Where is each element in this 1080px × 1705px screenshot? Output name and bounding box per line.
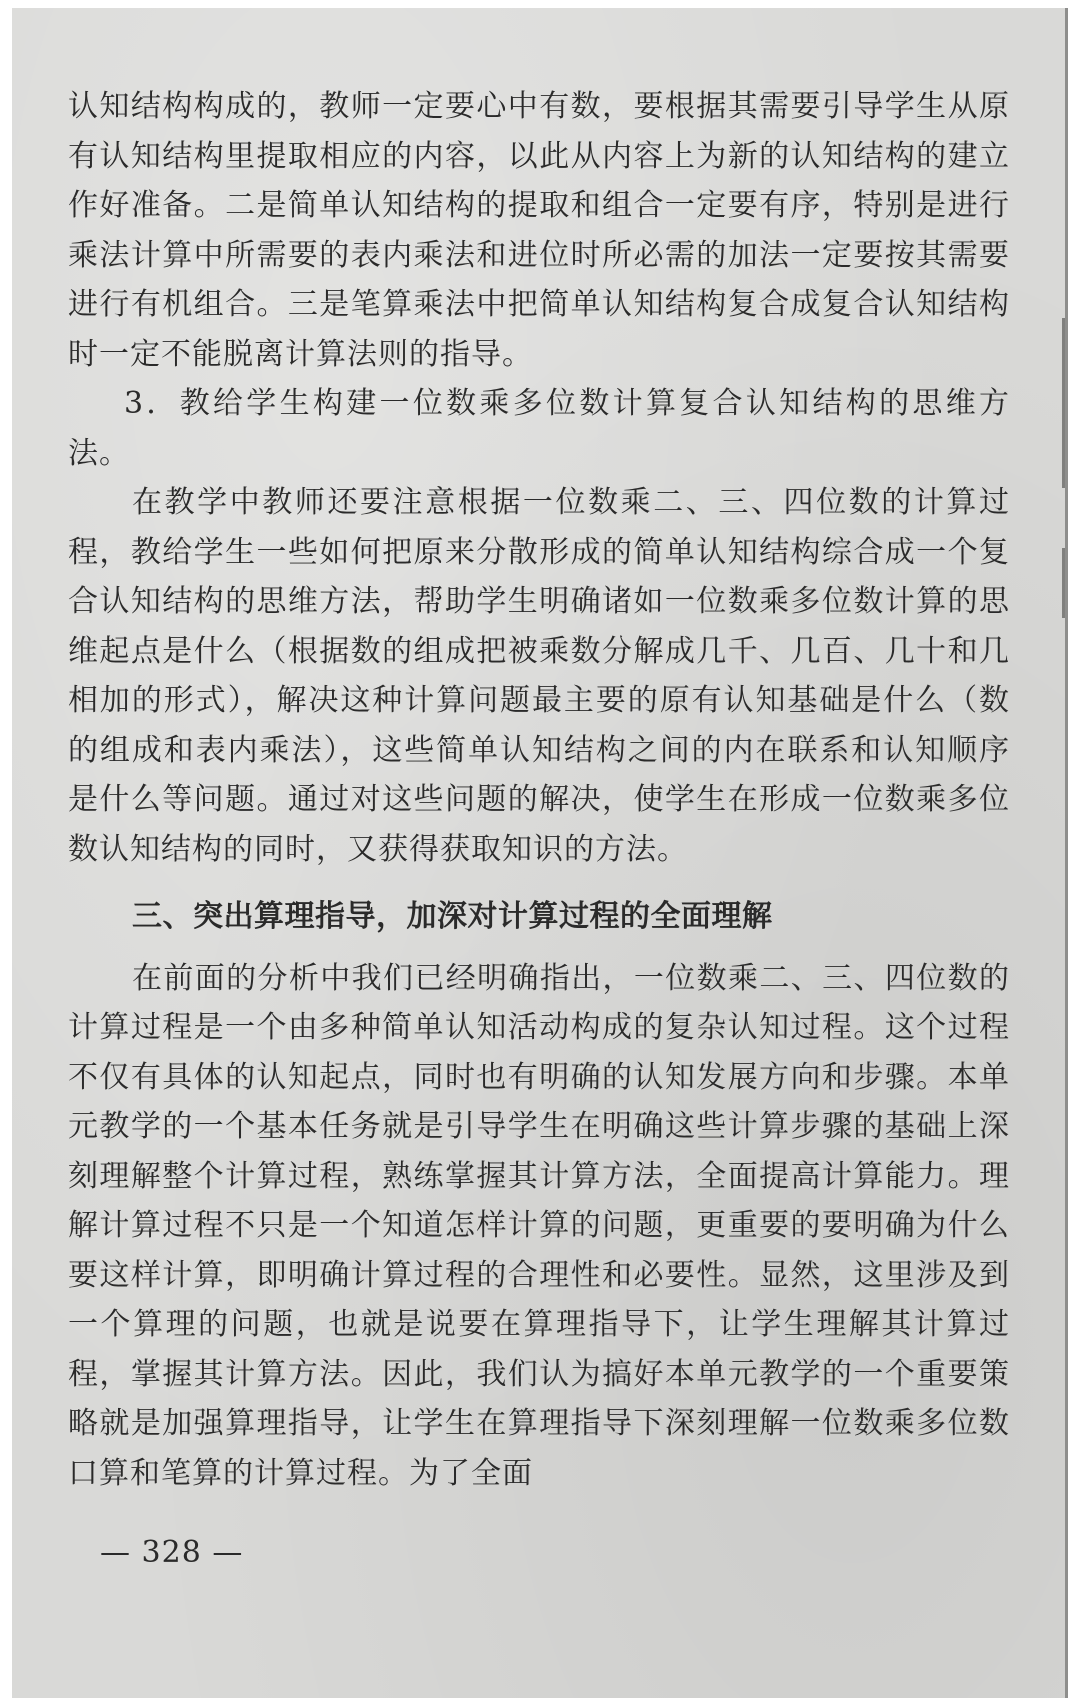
page-number: — 328 — (100, 1535, 244, 1570)
section-heading: 三、突出算理指导，加深对计算过程的全面理解 (132, 899, 773, 934)
paragraph-continued: 认知结构构成的，教师一定要心中有数，要根据其需要引导学生从原有认知结构里提取相应的内容，以此从内容上为新的认知结构的建立作好准备。二是简单认知结构的提取和组合一定要有序，特别是进行乘法计算中所需要的表内乘法和进位时所必需的加法一定要按其需要进行有机组合。三是笔算乘法中把简单认知结构复合成复合认知结构时一定不能脱离计算法则的指导。 (68, 89, 1010, 372)
numbered-point: 3．教给学生构建一位数乘多位数计算复合认知结构的思维方法。 (68, 386, 1010, 471)
paragraph: 在前面的分析中我们已经明确指出，一位数乘二、三、四位数的计算过程是一个由多种简单认知活动构成的复杂认知过程。这个过程不仅有具体的认知起点，同时也有明确的认知发展方向和步骤。本单元教学的一个基本任务就是引导学生在明确这些计算步骤的基础上深刻理解整个计算过程，熟练掌握其计算方法，全面提高计算能力。理解计算过程不只是一个知道怎样计算的问题，更重要的要明确为什么要这样计算，即明确计算过程的合理性和必要性。显然，这里涉及到一个算理的问题，也就是说要在算理指导下，让学生理解其计算过程，掌握其计算方法。因此，我们认为搞好本单元教学的一个重要策略就是加强算理指导，让学生在算理指导下深刻理解一位数乘多位数口算和笔算的计算过程。为了全面 (68, 960, 1010, 1491)
paragraph: 在教学中教师还要注意根据一位数乘二、三、四位数的计算过程，教给学生一些如何把原来分散形成的简单认知结构综合成一个复合认知结构的思维方法，帮助学生明确诸如一位数乘多位数计算的思维起点是什么（根据数的组成把被乘数分解成几千、几百、几十和几相加的形式），解决这种计算问题最主要的原有认知基础是什么（数的组成和表内乘法），这些简单认知结构之间的内在联系和认知顺序是什么等问题。通过对这些问题的解决，使学生在形成一位数乘多位数认知结构的同时，又获得获取知识的方法。 (68, 485, 1010, 867)
page-edge-mark (1062, 318, 1065, 488)
page-text (68, 82, 1010, 1498)
page-edge-mark (1062, 548, 1065, 618)
